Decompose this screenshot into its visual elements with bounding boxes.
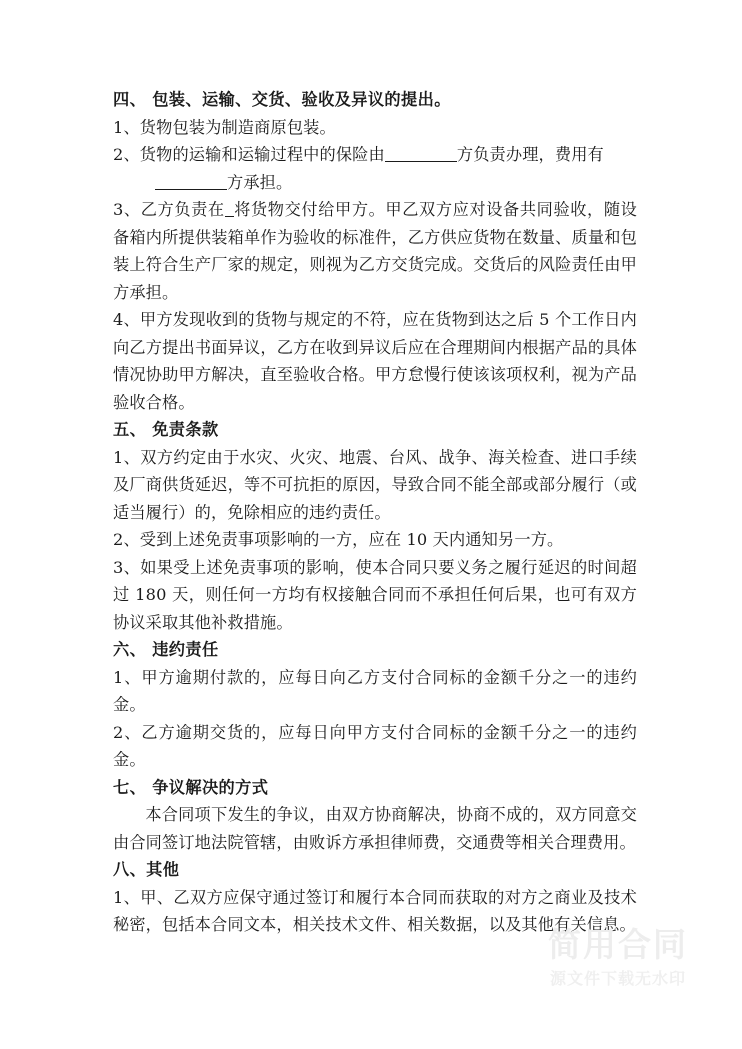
clause-4-3-text-a: 3、乙方负责在 [113, 200, 225, 219]
clause-4-2-text-a: 2、货物的运输和运输过程中的保险由 [113, 145, 385, 164]
section-heading-7: 七、 争议解决的方式 [113, 777, 269, 797]
section-heading-4: 四、 包装、运输、交货、验收及异议的提出。 [113, 90, 451, 109]
document-body [113, 86, 637, 939]
clause-5-1: 1、双方约定由于水灾、火灾、地震、台风、战争、海关检查、进口手续及厂商供货延迟，等不可抗拒的原因，导致合同不能全部或部分履行（或适当履行）的，免除相应的违约责任。 [113, 447, 637, 522]
clause-4-2 [113, 141, 637, 169]
clause-4-1: 1、货物包装为制造商原包装。 [113, 117, 336, 137]
clause-4-3 [113, 196, 637, 306]
watermark-main-text: 简用合同 [548, 925, 688, 964]
clause-6-1: 1、甲方逾期付款的，应每日向乙方支付合同标的金额千分之一的违约金。 [113, 667, 637, 714]
section-heading-6: 六、 违约责任 [113, 640, 219, 659]
delivery-date-blank[interactable] [225, 216, 234, 217]
cost-party-blank[interactable] [155, 189, 227, 190]
clause-6-2: 2、乙方逾期交货的，应每日向甲方支付合同标的金额千分之一的违约金。 [113, 722, 637, 769]
clause-7-1: 本合同项下发生的争议，由双方协商解决，协商不成的，双方同意交由合同签订地法院管辖，由败诉方承担律师费，交通费等相关合理费用。 [113, 805, 637, 852]
clause-4-3-text-b: 将货物交付给甲方。甲乙双方应对设备共同验收，随设备箱内所提供装箱单作为验收的标准件，乙方供应货物在数量、质量和包装上符合生产厂家的规定，则视为乙方交货完成。交货后的风险责任由甲方承担。 [113, 200, 637, 302]
clause-4-4: 4、甲方发现收到的货物与规定的不符，应在货物到达之后 5 个工作日内向乙方提出书面异议，乙方在收到异议后应在合理期间内根据产品的具体情况协助甲方解决，直至验收合格。甲方怠慢行使该该项权利，视为产品验收合格。 [113, 310, 637, 412]
section-heading-8: 八、其他 [113, 860, 180, 879]
clause-4-2-continued [113, 169, 637, 197]
clause-5-2: 2、受到上述免责事项影响的一方，应在 10 天内通知另一方。 [113, 530, 564, 549]
watermark-sub-text: 源文件下载无水印 [549, 969, 686, 988]
insurance-party-blank[interactable] [385, 161, 457, 162]
clause-4-2-text-c: 方承担。 [227, 172, 293, 192]
clause-5-3: 3、如果受上述免责事项的影响，使本合同只要义务之履行延迟的时间超过 180 天，则任何一方均有权接触合同而不承担任何后果，也可有双方协议采取其他补救措施。 [113, 557, 637, 632]
section-heading-5: 五、 免责条款 [113, 420, 219, 439]
clause-4-2-text-b: 方负责办理，费用有 [456, 145, 604, 164]
clause-8-1: 1、甲、乙双方应保守通过签订和履行本合同而获取的对方之商业及技术秘密，包括本合同文本，相关技术文件、相关数据，以及其他有关信息。 [113, 887, 637, 934]
